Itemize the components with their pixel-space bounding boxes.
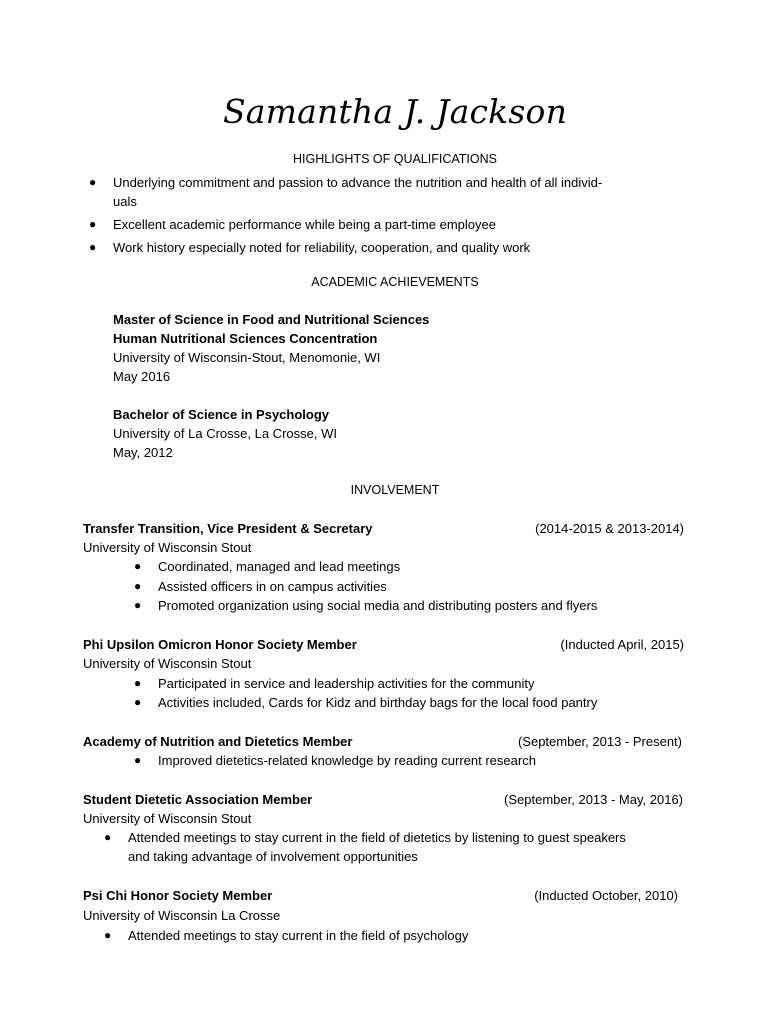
involvement-bullet: ● Activities included, Cards for Kidz and birthday bags for the local food pantry bbox=[134, 695, 598, 710]
involvement-bullet: ● Assisted officers in on campus activities bbox=[134, 579, 387, 594]
involvement-title: Transfer Transition, Vice President & Secretary bbox=[83, 521, 373, 536]
degree-title: Bachelor of Science in Psychology bbox=[113, 407, 330, 422]
involvement-org: University of Wisconsin La Crosse bbox=[83, 908, 281, 923]
bullet-icon: ● bbox=[104, 928, 112, 942]
degree-date: May, 2012 bbox=[113, 445, 173, 460]
degree-concentration: Human Nutritional Sciences Concentration bbox=[113, 331, 378, 346]
highlights-heading: HIGHLIGHTS OF QUALIFICATIONS bbox=[293, 152, 497, 166]
involvement-bullet: ● Coordinated, managed and lead meetings bbox=[134, 559, 401, 574]
involvement-bullet: ● Improved dietetics-related knowledge by reading current research bbox=[134, 753, 536, 768]
resume-name: Samantha J. Jackson bbox=[222, 92, 568, 131]
involvement-title: Phi Upsilon Omicron Honor Society Member bbox=[83, 637, 357, 652]
involvement-date: (Inducted April, 2015) bbox=[560, 637, 684, 652]
involvement-heading: INVOLVEMENT bbox=[350, 483, 440, 497]
involvement-date: (Inducted October, 2010) bbox=[534, 888, 678, 903]
involvement-bullet: ● Promoted organization using social media and distributing posters and flyers bbox=[134, 598, 598, 613]
bullet-icon: ● bbox=[134, 579, 142, 593]
degree-school: University of Wisconsin-Stout, Menomonie, WI bbox=[113, 350, 381, 365]
bullet-icon: ● bbox=[89, 217, 97, 231]
bullet-icon: ● bbox=[134, 753, 142, 767]
bullet-icon: ● bbox=[134, 559, 142, 573]
highlight-item: ● Work history especially noted for reliability, cooperation, and quality work bbox=[89, 240, 531, 255]
involvement-title: Student Dietetic Association Member bbox=[83, 792, 313, 807]
involvement-org: University of Wisconsin Stout bbox=[83, 540, 252, 555]
involvement-bullet: ● Participated in service and leadership activities for the community bbox=[134, 676, 535, 691]
involvement-title: Psi Chi Honor Society Member bbox=[83, 888, 273, 903]
involvement-date: (September, 2013 - Present) bbox=[517, 734, 682, 749]
degree-title: Master of Science in Food and Nutritional Sciences bbox=[113, 312, 430, 327]
academic-heading: ACADEMIC ACHIEVEMENTS bbox=[311, 275, 479, 289]
bullet-icon: ● bbox=[134, 695, 142, 709]
degree-school: University of La Crosse, La Crosse, WI bbox=[113, 426, 337, 441]
involvement-date: (September, 2013 - May, 2016) bbox=[504, 792, 683, 807]
degree-date: May 2016 bbox=[113, 369, 171, 384]
highlight-item-continuation: uals bbox=[113, 194, 137, 209]
involvement-bullet: ● Attended meetings to stay current in the field of dietetics by listening to guest speakers bbox=[104, 830, 626, 845]
bullet-icon: ● bbox=[134, 598, 142, 612]
bullet-icon: ● bbox=[134, 676, 142, 690]
highlight-item: ● Excellent academic performance while being a part-time employee bbox=[89, 217, 496, 232]
highlight-item: ● Underlying commitment and passion to advance the nutrition and health of all individ- bbox=[89, 175, 603, 190]
involvement-bullet: ● Attended meetings to stay current in the field of psychology bbox=[104, 928, 469, 943]
bullet-icon: ● bbox=[89, 175, 97, 189]
involvement-date: (2014-2015 & 2013-2014) bbox=[535, 521, 684, 536]
bullet-icon: ● bbox=[89, 240, 97, 254]
involvement-bullet-continuation: and taking advantage of involvement opportunities bbox=[128, 849, 418, 864]
involvement-org: University of Wisconsin Stout bbox=[83, 811, 252, 826]
bullet-icon: ● bbox=[104, 830, 112, 844]
involvement-org: University of Wisconsin Stout bbox=[83, 656, 252, 671]
involvement-title: Academy of Nutrition and Dietetics Member bbox=[83, 734, 353, 749]
